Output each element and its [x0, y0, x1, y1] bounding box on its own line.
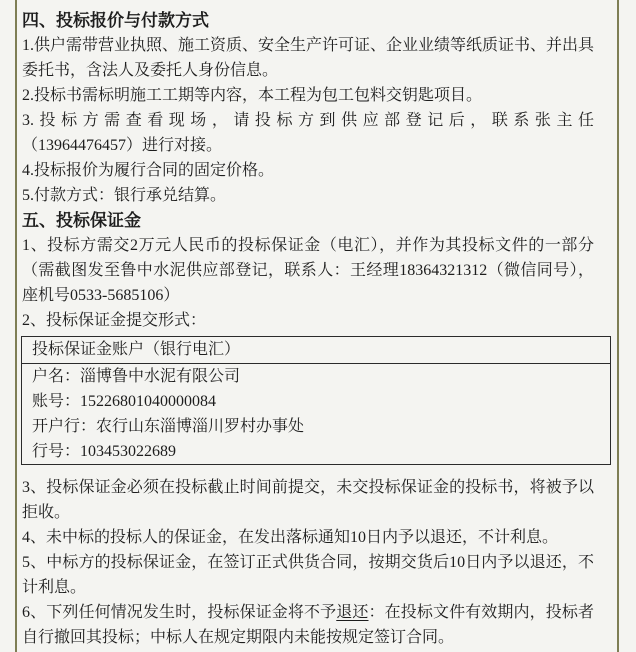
bank-branch-line: 开户行：农行山东淄博淄川罗村办事处 — [32, 418, 305, 435]
section-5-item-4: 4、未中标的投标人的保证金，在发出落标通知10日内予以退还，不计利息。 — [22, 529, 559, 546]
section-4-item-5: 5.付款方式：银行承兑结算。 — [22, 187, 227, 204]
section-4-heading: 四、投标报价与付款方式 — [22, 11, 209, 30]
account-number-line: 账号：15226801040000084 — [32, 393, 217, 410]
deposit-table-body-row — [22, 364, 611, 465]
bank-code-line: 行号：103453022689 — [32, 443, 177, 460]
section-5-heading: 五、投标保证金 — [22, 211, 141, 230]
section-5-item-1: 1、投标方需交2万元人民币的投标保证金（电汇），并作为其投标文件的一部分（需截图发至鲁中水泥供应部登记，联系人：王经理18364321312（微信同号），座机号0533-5685106） — [22, 237, 594, 304]
right-border-line — [617, 0, 619, 652]
item-6-text-prefix: 6、下列任何情况发生时，投标保证金将不予 — [22, 604, 337, 621]
section-4-item-3-line-1: 3.投标方需查看现场，请投标方到供应部登记后，联系张主任 — [22, 112, 594, 129]
document-content — [22, 8, 614, 650]
section-5-item-5: 5、中标方的投标保证金，在签订正式供货合同，按期交货后10日内予以退还，不计利息。 — [22, 554, 594, 596]
item-6-text-suffix: ：在投标文件有效期内，投标者自行撤回其投标；中标人在规定期限内未能按规定签订合同。 — [22, 604, 594, 646]
section-4-item-4: 4.投标报价为履行合同的固定价格。 — [22, 162, 275, 179]
account-name-line: 户名：淄博鲁中水泥有限公司 — [32, 368, 241, 385]
deposit-table-body-cell — [22, 364, 611, 465]
section-5-item-6 — [22, 600, 594, 650]
deposit-account-table — [21, 336, 611, 465]
deposit-table-header-cell: 投标保证金账户（银行电汇） — [22, 337, 611, 364]
section-4-item-3-line-2: （13964476457）进行对接。 — [22, 137, 223, 154]
section-5-item-2: 2、投标保证金提交形式： — [22, 312, 207, 329]
section-4-item-2: 2.投标书需标明施工工期等内容，本工程为包工包料交钥匙项目。 — [22, 87, 483, 104]
section-5-item-3: 3、投标保证金必须在投标截止时间前提交，未交投标保证金的投标书，将被予以拒收。 — [22, 479, 594, 521]
deposit-table-header-row — [22, 337, 611, 364]
item-6-refund-underlined-text: 退还 — [336, 604, 369, 621]
left-border-line — [15, 0, 17, 652]
section-4-item-1: 1.供户需带营业执照、施工资质、安全生产许可证、企业业绩等纸质证书、并出具委托书，含法人及委托人身份信息。 — [22, 37, 595, 79]
